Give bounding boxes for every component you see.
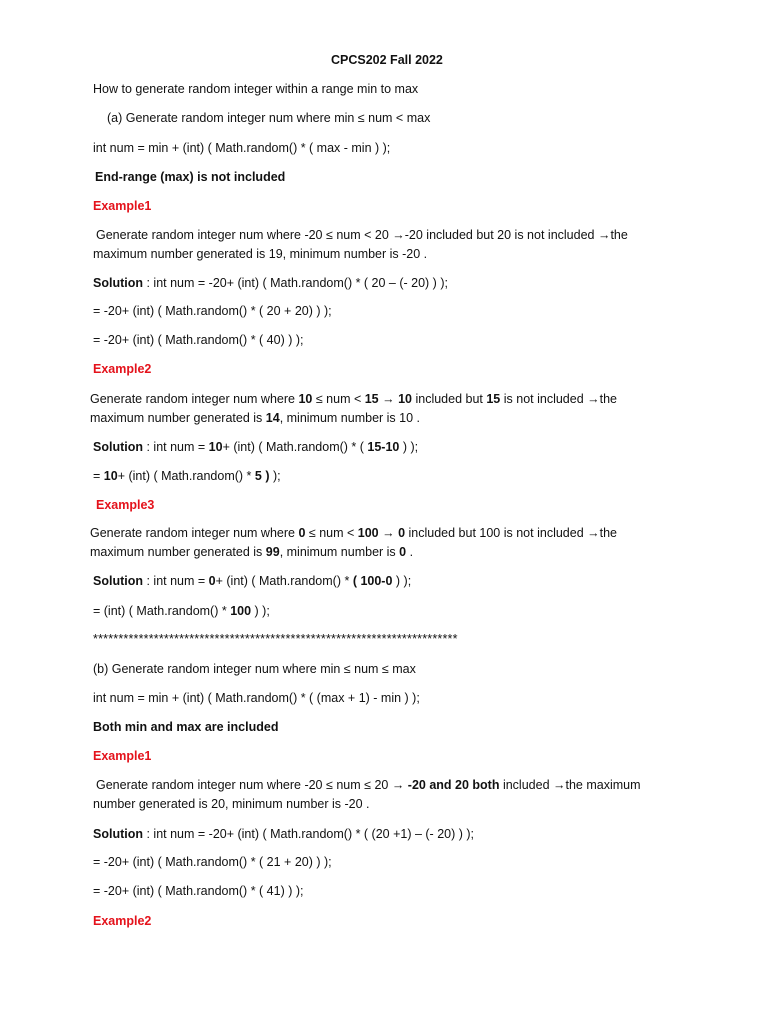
text-run: ) ); <box>251 604 270 618</box>
bold-run: 100 <box>230 604 252 618</box>
text-run: = <box>93 469 104 483</box>
text-run: → <box>378 526 399 540</box>
part-a-example1-step2: = -20+ (int) ( Math.random() * ( 40) ) ); <box>93 333 304 347</box>
bold-run: 14 <box>265 411 280 425</box>
text-run: → <box>378 392 399 406</box>
text-run: : int num = <box>143 440 209 454</box>
part-b-example1-step2: = -20+ (int) ( Math.random() * ( 41) ) ); <box>93 884 304 898</box>
text-run: included →the maximum <box>499 778 641 792</box>
bold-run: 0 <box>298 526 306 540</box>
part-b-example1-label: Example1 <box>93 749 152 763</box>
part-a-example2-label: Example2 <box>93 362 152 376</box>
bold-run: 0 <box>208 574 216 588</box>
part-a-example2-solution <box>93 438 418 456</box>
part-a-example2-desc-line2 <box>90 409 420 427</box>
bold-run: 10 <box>398 392 412 406</box>
bold-run: 15 <box>486 392 501 406</box>
document-title: CPCS202 Fall 2022 <box>331 53 443 67</box>
part-a-example1-desc-line1: Generate random integer num where -20 ≤ num < 20 →-20 included but 20 is not included →the <box>96 228 628 242</box>
text-run: maximum number generated is <box>90 545 266 559</box>
bold-run: 0 <box>398 526 406 540</box>
text-run: Generate random integer num where -20 ≤ num ≤ 20 → <box>96 778 408 792</box>
text-run: maximum number generated is <box>90 411 266 425</box>
part-b-example1-desc-line1 <box>96 776 641 794</box>
bold-run: 10 <box>103 469 118 483</box>
part-b-heading: (b) Generate random integer num where min ≤ num ≤ max <box>93 662 416 676</box>
part-a-example3-step1 <box>93 602 270 620</box>
solution-label: Solution <box>93 827 143 841</box>
part-a-example3-desc-line2 <box>90 543 413 561</box>
text-run: Generate random integer num where <box>90 392 299 406</box>
text-run: : int num = <box>143 574 209 588</box>
part-b-example2-label: Example2 <box>93 914 152 928</box>
solution-text: : int num = -20+ (int) ( Math.random() * ( 20 – (- 20) ) ); <box>143 276 448 290</box>
text-run: + (int) ( Math.random() * ( <box>222 440 368 454</box>
bold-run: ( 100-0 <box>352 574 393 588</box>
solution-label: Solution <box>93 276 143 290</box>
intro-text: How to generate random integer within a range min to max <box>93 82 419 96</box>
bold-run: 10 <box>298 392 313 406</box>
part-a-formula: int num = min + (int) ( Math.random() * ( max - min ) ); <box>93 141 391 155</box>
part-a-example1-step1: = -20+ (int) ( Math.random() * ( 20 + 20) ) ); <box>93 304 332 318</box>
text-run: ) ); <box>399 440 419 454</box>
bold-run: 100 <box>357 526 379 540</box>
text-run: , minimum number is <box>279 545 400 559</box>
text-run: included but <box>412 392 487 406</box>
part-b-example1-solution <box>93 825 474 843</box>
part-a-example2-step1 <box>93 467 281 485</box>
part-b-example1-desc-line2: number generated is 20, minimum number is -20 . <box>93 797 370 811</box>
part-a-example1-label: Example1 <box>93 199 152 213</box>
text-run: ≤ num < <box>312 392 365 406</box>
section-separator: ************************************************************************ <box>93 632 458 646</box>
bold-run: 5 ) <box>254 469 270 483</box>
text-run: + (int) ( Math.random() * <box>215 574 353 588</box>
part-a-example2-desc-line1 <box>90 390 617 408</box>
solution-label: Solution <box>93 440 143 454</box>
bold-run: 15-10 <box>367 440 400 454</box>
bold-run: 10 <box>208 440 223 454</box>
text-run: included but 100 is not included →the <box>405 526 617 540</box>
text-run: ); <box>269 469 281 483</box>
bold-run: 15 <box>364 392 379 406</box>
part-b-note: Both min and max are included <box>93 720 279 734</box>
solution-text: : int num = -20+ (int) ( Math.random() * ( (20 +1) – (- 20) ) ); <box>143 827 475 841</box>
part-a-example3-solution <box>93 572 411 590</box>
bold-run: 0 <box>399 545 407 559</box>
part-a-example3-label: Example3 <box>96 498 155 512</box>
part-a-example3-desc-line1 <box>90 524 617 542</box>
text-run: + (int) ( Math.random() * <box>117 469 255 483</box>
part-b-formula: int num = min + (int) ( Math.random() * ( (max + 1) - min ) ); <box>93 691 420 705</box>
part-a-heading: (a) Generate random integer num where min ≤ num < max <box>107 111 431 125</box>
bold-run: 99 <box>265 545 280 559</box>
part-a-note: End-range (max) is not included <box>95 170 286 184</box>
part-a-example1-desc-line2: maximum number generated is 19, minimum number is -20 . <box>93 247 428 261</box>
solution-label: Solution <box>93 574 143 588</box>
text-run: ) ); <box>392 574 412 588</box>
part-b-example1-step1: = -20+ (int) ( Math.random() * ( 21 + 20) ) ); <box>93 855 332 869</box>
part-a-example1-solution <box>93 274 448 292</box>
text-run: ≤ num < <box>305 526 358 540</box>
text-run: , minimum number is 10 . <box>279 411 421 425</box>
text-run: Generate random integer num where <box>90 526 299 540</box>
text-run: is not included →the <box>500 392 618 406</box>
text-run: . <box>406 545 414 559</box>
bold-run: -20 and 20 both <box>407 778 500 792</box>
text-run: = (int) ( Math.random() * <box>93 604 231 618</box>
